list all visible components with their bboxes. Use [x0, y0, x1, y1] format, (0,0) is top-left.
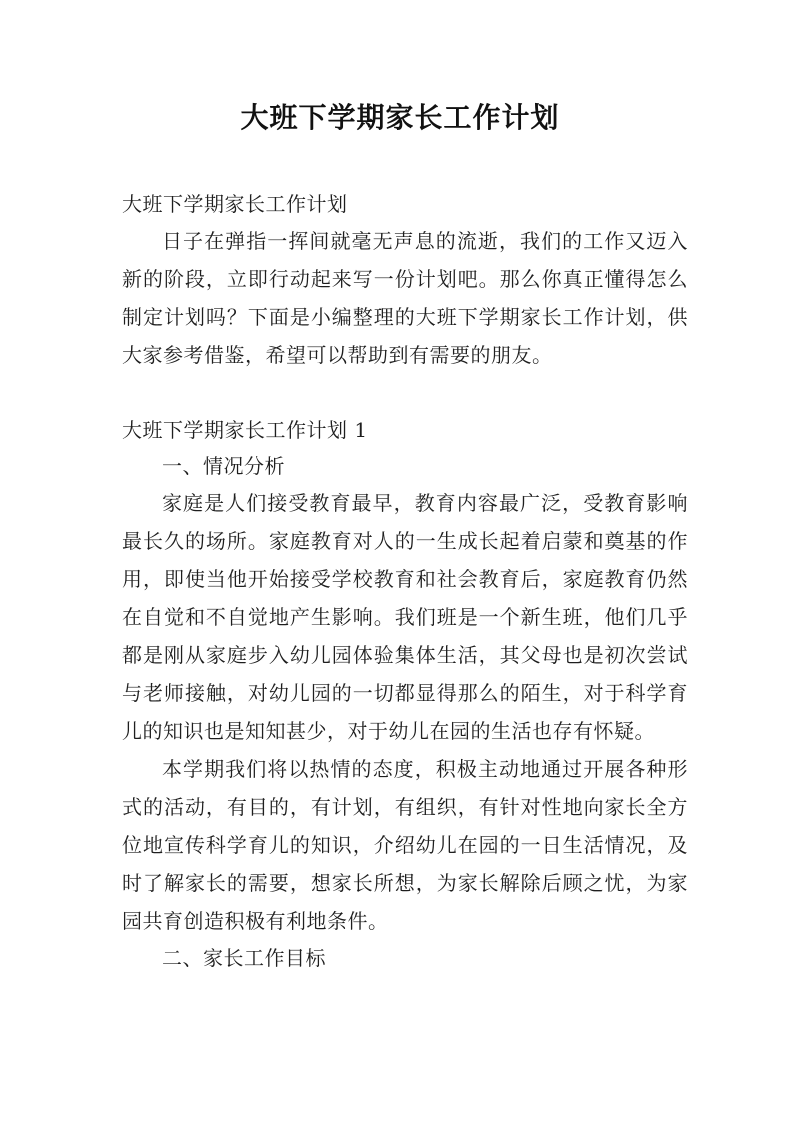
intro-paragraph: 日子在弹指一挥间就毫无声息的流逝，我们的工作又迈入新的阶段，立即行动起来写一份计划吧。那么你真正懂得怎么制定计划吗？下面是小编整理的大班下学期家长工作计划，供大家参考借鉴，希望可以帮助到有需要的朋友。 [122, 229, 688, 367]
document-body [122, 186, 688, 976]
document-title: 大班下学期家长工作计划 [240, 101, 560, 134]
heading-parent-work-goals: 二、家长工作目标 [162, 946, 326, 970]
paragraph-semester-plan: 本学期我们将以热情的态度，积极主动地通过开展各种形式的活动，有目的，有计划，有组织，有针对性地向家长全方位地宣传科学育儿的知识，介绍幼儿在园的一日生活情况，及时了解家长的需要，想家长所想，为家长解除后顾之忧，为家园共育创造积极有利地条件。 [122, 757, 688, 933]
paragraph-family-education: 家庭是人们接受教育最早，教育内容最广泛，受教育影响最长久的场所。家庭教育对人的一生成长起着启蒙和奠基的作用，即使当他开始接受学校教育和社会教育后，家庭教育仍然在自觉和不自觉地产生影响。我们班是一个新生班，他们几乎都是刚从家庭步入幼儿园体验集体生活，其父母也是初次尝试与老师接触，对幼儿园的一切都显得那么的陌生，对于科学育儿的知识也是知知甚少，对于幼儿在园的生活也存有怀疑。 [122, 491, 688, 743]
document-subtitle: 大班下学期家长工作计划 [122, 192, 348, 216]
section-title: 大班下学期家长工作计划 1 [122, 418, 368, 442]
section-spacer [122, 374, 688, 412]
heading-situation-analysis: 一、情况分析 [162, 454, 285, 478]
